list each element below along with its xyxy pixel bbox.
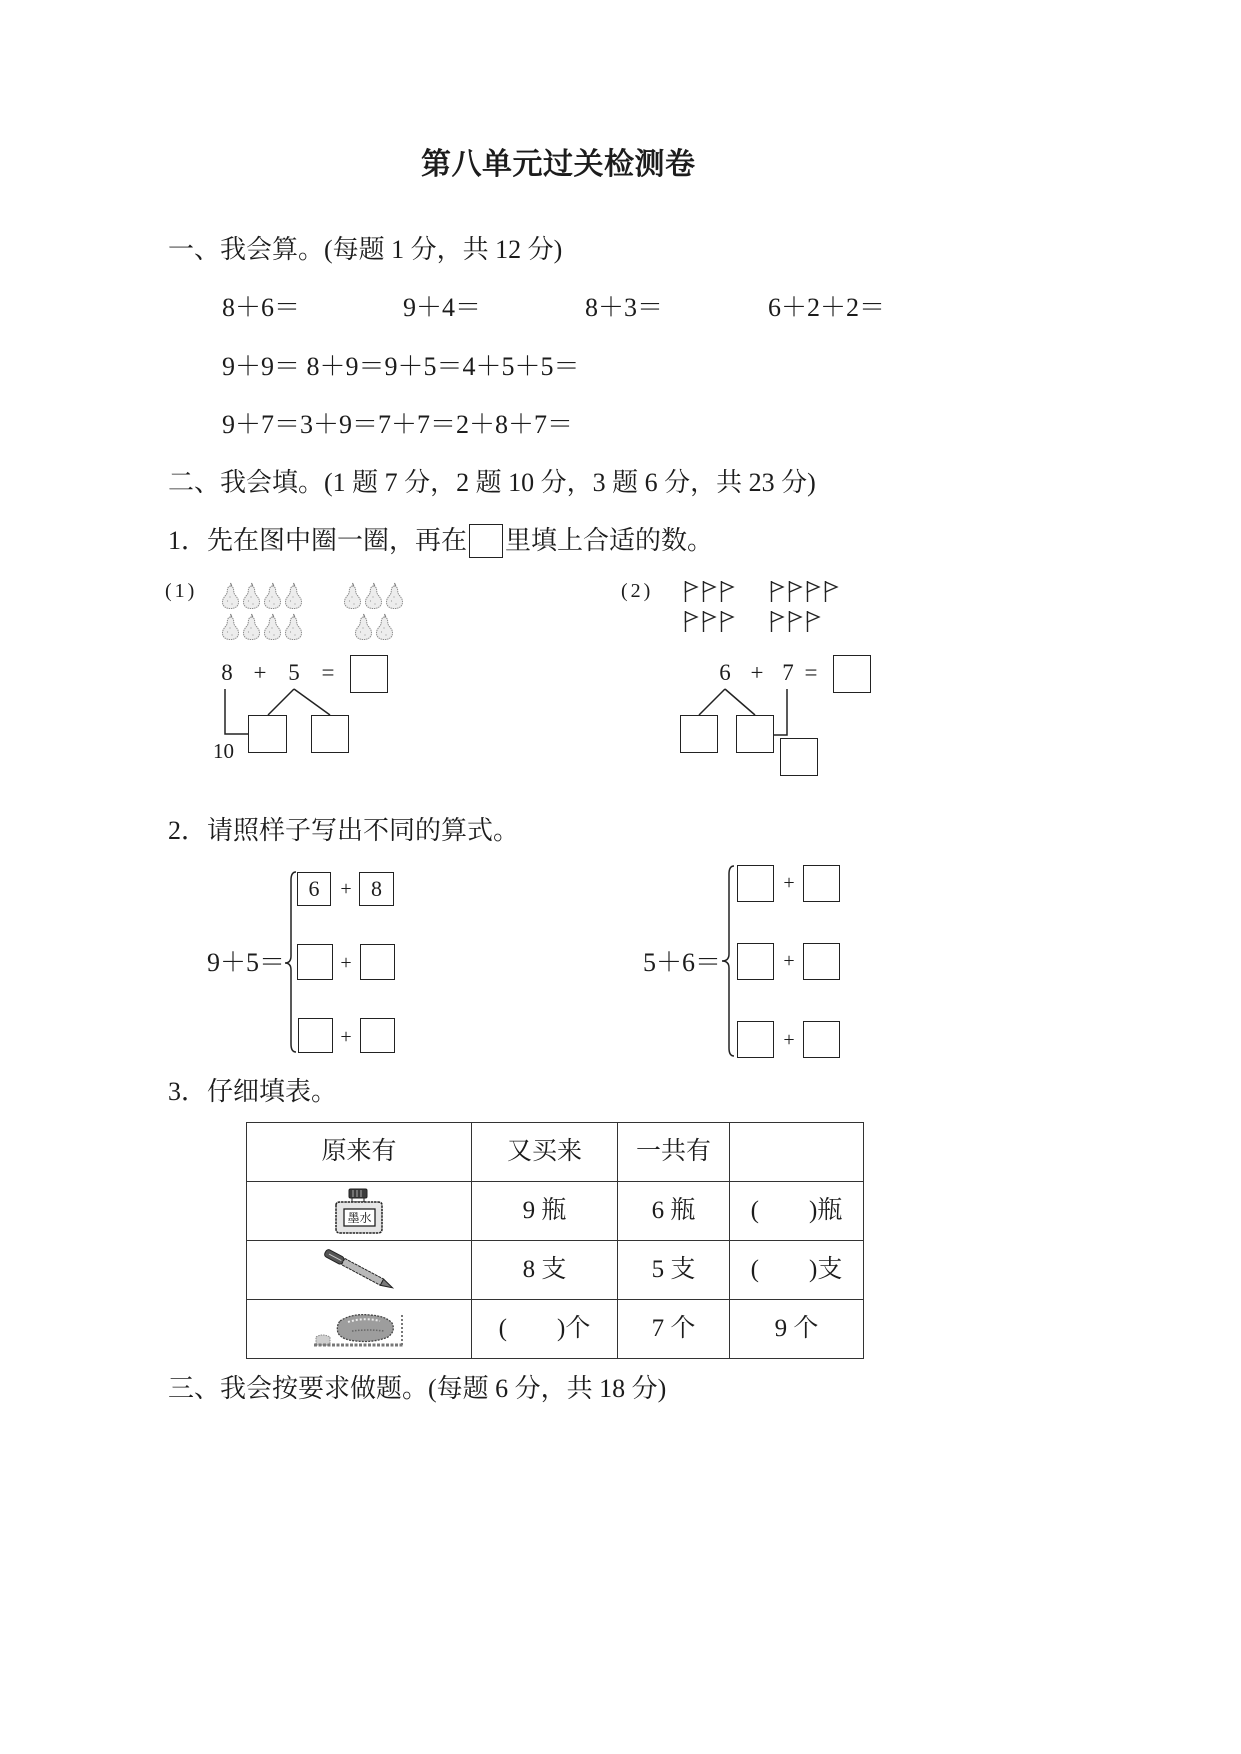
calc-problem: 8＋6＝: [222, 293, 301, 322]
pear-icon: [220, 582, 241, 609]
question-1-instruction: [168, 524, 713, 558]
table-cell: 9 瓶: [472, 1182, 618, 1241]
right-row2-box-a: [737, 943, 774, 980]
right-expression: 5＋6＝: [643, 948, 722, 977]
pear-icon: [384, 582, 405, 609]
pear-icon: [283, 613, 304, 640]
right-brace: [718, 860, 736, 1062]
pear-icon: [241, 582, 262, 609]
flag-icon: [805, 579, 823, 603]
sub1-split-box-2: [311, 715, 349, 753]
table-cell: 6 瓶: [618, 1182, 730, 1241]
sub-question-1-label: (1): [165, 580, 198, 602]
flag-row: [769, 609, 843, 633]
flag-icon: [769, 609, 787, 633]
pear-icon: [363, 582, 384, 609]
sub2-answer-box: [833, 655, 871, 693]
pear-group-a: [220, 582, 304, 644]
pear-icon: [241, 613, 262, 640]
flag-row: [683, 579, 739, 603]
right-row3-box-a: [737, 1021, 774, 1058]
sub1-equals-sign: =: [321, 660, 335, 685]
table-icon-cell: [247, 1241, 472, 1300]
pear-icon: [342, 582, 363, 609]
table-header-cell: 一共有: [618, 1123, 730, 1182]
right-row3-plus: +: [783, 1029, 795, 1051]
pear-row: [342, 613, 405, 640]
table-row: [247, 1300, 864, 1359]
calc-problem: 9＋4＝: [403, 293, 482, 322]
table-cell: 9 个: [730, 1300, 864, 1359]
pear-icon: [262, 582, 283, 609]
ink-bottle-label: 墨水: [347, 1211, 372, 1225]
table-row: [247, 1241, 864, 1300]
flag-group-b: [769, 579, 843, 639]
pear-row: [220, 582, 304, 609]
calc-row-2: 9＋9＝ 8＋9＝9＋5＝4＋5＋5＝: [222, 352, 580, 381]
sub1-addend-b: 5: [288, 660, 300, 685]
pear-group-b: [342, 582, 405, 644]
left-brace: [282, 866, 298, 1058]
pear-row: [342, 582, 405, 609]
sub2-addend-a: 6: [719, 660, 731, 685]
table-cell: 8 支: [472, 1241, 618, 1300]
pear-icon: [220, 613, 241, 640]
left-row3-box-a: [298, 1018, 333, 1053]
flag-icon: [787, 609, 805, 633]
sub2-split-box-2: [736, 715, 774, 753]
flag-icon: [683, 579, 701, 603]
left-row1-box-b: 8: [359, 872, 394, 906]
sub1-addend-a: 8: [221, 660, 233, 685]
left-expression: 9＋5＝: [207, 948, 286, 977]
sub2-split-box-1: [680, 715, 718, 753]
section-2-heading: 二、我会填。(1 题 7 分，2 题 10 分，3 题 6 分，共 23 分): [168, 468, 816, 497]
pen-icon: [317, 1246, 401, 1294]
flag-group-a: [683, 579, 739, 639]
question-2-text: 2．请照样子写出不同的算式。: [168, 816, 520, 845]
right-row1-box-a: [737, 865, 774, 902]
flag-icon: [683, 609, 701, 633]
question-1-text-after: 里填上合适的数。: [505, 526, 714, 555]
sub-question-2-label: (2): [621, 580, 654, 602]
table-icon-cell: [247, 1182, 472, 1241]
flag-row: [769, 579, 843, 603]
right-row2-box-b: [803, 943, 840, 980]
section-3-heading: 三、我会按要求做题。(每题 6 分，共 18 分): [168, 1374, 667, 1403]
left-row1-plus: +: [340, 878, 352, 900]
right-row2-plus: +: [783, 950, 795, 972]
sub1-plus-sign: +: [253, 660, 267, 685]
table-cell: ( )个: [472, 1300, 618, 1359]
flag-icon: [701, 609, 719, 633]
table-cell: ( )瓶: [730, 1182, 864, 1241]
flag-icon: [823, 579, 841, 603]
pear-icon: [353, 613, 374, 640]
table-icon-cell: [247, 1300, 472, 1359]
right-row1-plus: +: [783, 872, 795, 894]
pear-row: [220, 613, 304, 640]
flag-icon: [769, 579, 787, 603]
flag-icon: [805, 609, 823, 633]
sub2-split-box-3: [780, 738, 818, 776]
question-3-text: 3．仔细填表。: [168, 1077, 338, 1106]
calc-row-3: 9＋7＝3＋9＝7＋7＝2＋8＋7＝: [222, 410, 574, 439]
flag-icon: [701, 579, 719, 603]
eraser-icon: [312, 1307, 406, 1351]
question-1-text-before: 1．先在图中圈一圈，再在: [168, 526, 468, 555]
table-cell: 5 支: [618, 1241, 730, 1300]
left-row2-plus: +: [340, 952, 352, 974]
page-title: 第八单元过关检测卷: [421, 147, 696, 182]
right-row1-box-b: [803, 865, 840, 902]
table-header-cell: 原来有: [247, 1123, 472, 1182]
table-header-cell: [730, 1123, 864, 1182]
question-1-inline-box: [469, 524, 503, 558]
calc-problem: 8＋3＝: [585, 293, 664, 322]
pear-icon: [374, 613, 395, 640]
pear-icon: [283, 582, 304, 609]
fill-in-table: [246, 1122, 864, 1359]
flag-icon: [719, 579, 737, 603]
table-cell: ( )支: [730, 1241, 864, 1300]
table-cell: 7 个: [618, 1300, 730, 1359]
left-row3-box-b: [360, 1018, 395, 1053]
ten-label: 10: [213, 739, 234, 763]
left-row3-plus: +: [340, 1026, 352, 1048]
ink-bottle-icon: [330, 1187, 388, 1235]
flag-row: [683, 609, 739, 633]
left-row1-box-a: 6: [297, 872, 331, 906]
table-header-row: [247, 1123, 864, 1182]
left-row2-box-b: [360, 944, 395, 980]
sub2-addend-b: 7: [782, 660, 794, 685]
pear-icon: [262, 613, 283, 640]
sub2-plus-sign: +: [750, 660, 764, 685]
left-row2-box-a: [297, 944, 333, 980]
table-header-cell: 又买来: [472, 1123, 618, 1182]
flag-icon: [787, 579, 805, 603]
flag-icon: [719, 609, 737, 633]
sub1-split-box-1: [248, 715, 287, 753]
sub2-equals-sign: =: [804, 660, 818, 685]
section-1-heading: 一、我会算。(每题 1 分，共 12 分): [168, 235, 563, 264]
calc-problem: 6＋2＋2＝: [768, 293, 886, 322]
right-row3-box-b: [803, 1021, 840, 1058]
table-row: [247, 1182, 864, 1241]
